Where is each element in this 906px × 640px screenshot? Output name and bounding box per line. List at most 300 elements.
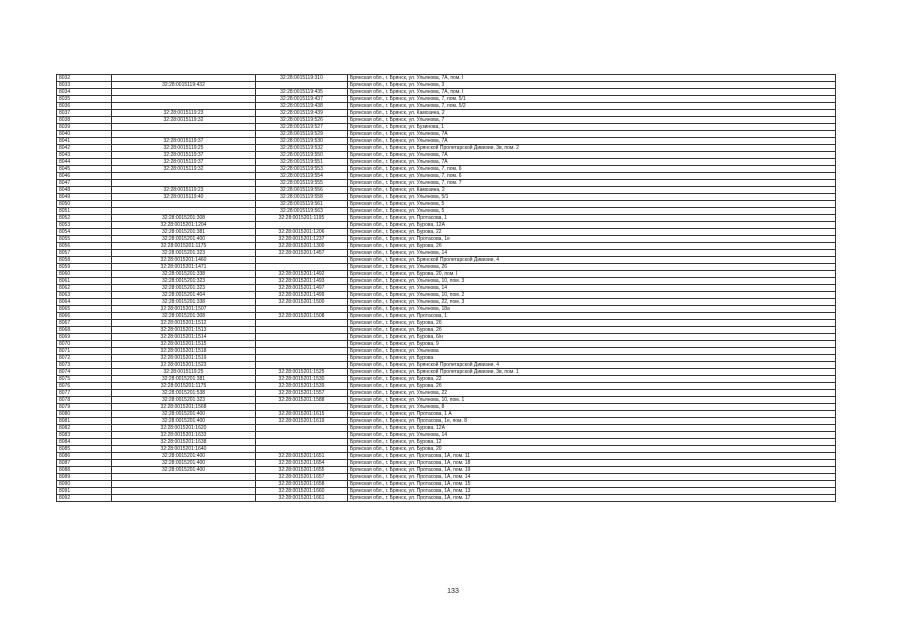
object-number-cell: 32:28:0015119:554	[256, 173, 348, 180]
object-number-cell: 32:28:0015201:1492	[256, 271, 348, 278]
row-number-cell: 8076	[57, 383, 112, 390]
row-number-cell: 8069	[57, 334, 112, 341]
parcel-number-cell: 32:28:0015119:32	[112, 117, 256, 124]
parcel-number-cell: 32:28:0015201:308	[112, 313, 256, 320]
row-number-cell: 8039	[57, 124, 112, 131]
parcel-number-cell: 32:28:0015201:538	[112, 390, 256, 397]
parcel-number-cell: 32:28:0015201:323	[112, 285, 256, 292]
object-number-cell: 32:28:0015201:1588	[256, 397, 348, 404]
row-number-cell: 8040	[57, 131, 112, 138]
table-row	[57, 124, 836, 131]
row-number-cell: 8037	[57, 110, 112, 117]
address-cell: Брянская обл., г. Брянск, ул. Ульянова, 18а	[348, 306, 836, 313]
cadastral-table-body	[57, 75, 836, 502]
address-cell: Брянская обл., г. Брянск, ул. Протасова, 1А, пом. 11	[348, 453, 836, 460]
object-number-cell	[256, 257, 348, 264]
row-number-cell: 8034	[57, 89, 112, 96]
object-number-cell	[256, 355, 348, 362]
address-cell: Брянская обл., г. Брянск, ул. Брянской Пролетарской Дивизии, 3в, пом. 2	[348, 145, 836, 152]
address-cell: Брянская обл., г. Брянск, ул. Ульянова, 3	[348, 82, 836, 89]
address-cell: Брянская обл., г. Брянск, ул. Ульянова, 7А, пом. I	[348, 75, 836, 82]
row-number-cell: 8035	[57, 96, 112, 103]
object-number-cell	[256, 264, 348, 271]
row-number-cell: 8065	[57, 306, 112, 313]
row-number-cell: 8068	[57, 327, 112, 334]
parcel-number-cell: 32:28:0015201:1175	[112, 383, 256, 390]
object-number-cell: 32:28:0015201:1237	[256, 236, 348, 243]
table-row	[57, 481, 836, 488]
address-cell: Брянская обл., г. Брянск, ул. Ульянова, 14	[348, 250, 836, 257]
table-row	[57, 236, 836, 243]
row-number-cell: 8066	[57, 313, 112, 320]
parcel-number-cell: 32:28:0015201:1507	[112, 306, 256, 313]
table-row	[57, 467, 836, 474]
table-row	[57, 201, 836, 208]
address-cell: Брянская обл., г. Брянск, ул. Ульянова, 10, пом. 3	[348, 278, 836, 285]
row-number-cell: 8054	[57, 229, 112, 236]
address-cell: Брянская обл., г. Брянск, ул. Ульянова, 7А	[348, 152, 836, 159]
address-cell: Брянская обл., г. Брянск, ул. Ульянова, 7А	[348, 159, 836, 166]
parcel-number-cell: 32:28:0015201:1512	[112, 320, 256, 327]
address-cell: Брянская обл., г. Брянск, ул. Ульянова, 7, пом. 5/2	[348, 103, 836, 110]
parcel-number-cell: 32:28:0015201:1518	[112, 348, 256, 355]
parcel-number-cell: 32:28:0015201:400	[112, 411, 256, 418]
table-row	[57, 110, 836, 117]
table-row	[57, 257, 836, 264]
address-cell: Брянская обл., г. Брянск, ул. Ульянова, 7А, пом. I	[348, 89, 836, 96]
object-number-cell: 32:28:0015201:1525	[256, 369, 348, 376]
object-number-cell: 32:28:0015201:1657	[256, 474, 348, 481]
table-row	[57, 180, 836, 187]
table-row	[57, 187, 836, 194]
address-cell: Брянская обл., г. Брянск, ул. Протасова, 1А, пом. 14	[348, 474, 836, 481]
row-number-cell: 8052	[57, 215, 112, 222]
address-cell: Брянская обл., г. Брянск, ул. Бурова, 2б	[348, 327, 836, 334]
object-number-cell	[256, 327, 348, 334]
object-number-cell	[256, 82, 348, 89]
object-number-cell: 32:28:0015201:1500	[256, 299, 348, 306]
address-cell: Брянская обл., г. Брянск, ул. Ульянова, 7, пом. 6	[348, 166, 836, 173]
table-row	[57, 194, 836, 201]
row-number-cell: 8038	[57, 117, 112, 124]
parcel-number-cell: 32:28:0015201:400	[112, 467, 256, 474]
object-number-cell	[256, 306, 348, 313]
address-cell: Брянская обл., г. Брянск, ул. Ульянова, 5	[348, 208, 836, 215]
address-cell: Брянская обл., г. Брянск, ул. Ульянова, 5	[348, 201, 836, 208]
address-cell: Брянская обл., г. Брянск, ул. Ульянова, 7, пом. 5/1	[348, 96, 836, 103]
parcel-number-cell: 32:28:0015201:323	[112, 397, 256, 404]
table-row	[57, 208, 836, 215]
parcel-number-cell: 32:28:0015201:1568	[112, 404, 256, 411]
parcel-number-cell	[112, 474, 256, 481]
row-number-cell: 8059	[57, 264, 112, 271]
parcel-number-cell: 32:28:0015201:400	[112, 460, 256, 467]
row-number-cell: 8036	[57, 103, 112, 110]
row-number-cell: 8091	[57, 488, 112, 495]
object-number-cell: 32:28:0015119:438	[256, 103, 348, 110]
row-number-cell: 8084	[57, 439, 112, 446]
parcel-number-cell: 32:28:0015201:1175	[112, 243, 256, 250]
address-cell: Брянская обл., г. Брянск, ул. Ульянова, 10, пом. 2	[348, 292, 836, 299]
address-cell: Брянская обл., г. Брянск, ул. Бурова, 22	[348, 376, 836, 383]
table-row	[57, 334, 836, 341]
object-number-cell	[256, 446, 348, 453]
address-cell: Брянская обл., г. Брянск, ул. Брянской Пролетарской Дивизии, 4	[348, 362, 836, 369]
row-number-cell: 8042	[57, 145, 112, 152]
parcel-number-cell	[112, 481, 256, 488]
page-number: 133	[447, 588, 459, 595]
parcel-number-cell: 32:28:0015201:1515	[112, 341, 256, 348]
address-cell: Брянская обл., г. Брянск, ул. Бурова, 2б	[348, 243, 836, 250]
table-row	[57, 390, 836, 397]
object-number-cell: 32:28:0015119:553	[256, 166, 348, 173]
table-row	[57, 348, 836, 355]
parcel-number-cell: 32:28:0015201:400	[112, 236, 256, 243]
address-cell: Брянская обл., г. Брянск, ул. Протасова, 1А, пом. 19	[348, 467, 836, 474]
row-number-cell: 8092	[57, 495, 112, 502]
parcel-number-cell: 32:28:0015119:25	[112, 145, 256, 152]
table-row	[57, 243, 836, 250]
address-cell: Брянская обл., г. Брянск, ул. Бурова, 2б	[348, 383, 836, 390]
table-row	[57, 446, 836, 453]
row-number-cell: 8087	[57, 460, 112, 467]
table-row	[57, 89, 836, 96]
table-row	[57, 96, 836, 103]
table-row	[57, 341, 836, 348]
parcel-number-cell: 32:28:0015201:381	[112, 376, 256, 383]
row-number-cell: 8063	[57, 292, 112, 299]
table-row	[57, 313, 836, 320]
object-number-cell: 32:28:0015201:1499	[256, 292, 348, 299]
parcel-number-cell	[112, 488, 256, 495]
row-number-cell: 8085	[57, 446, 112, 453]
table-row	[57, 488, 836, 495]
parcel-number-cell: 32:28:0015119:23	[112, 110, 256, 117]
object-number-cell	[256, 425, 348, 432]
object-number-cell: 32:28:0015119:561	[256, 201, 348, 208]
object-number-cell: 32:28:0015119:532	[256, 145, 348, 152]
address-cell: Брянская обл., г. Брянск, ул. Протасова, 1 А	[348, 411, 836, 418]
row-number-cell: 8056	[57, 243, 112, 250]
table-row	[57, 215, 836, 222]
address-cell: Брянская обл., г. Брянск, ул. Брянской Пролетарской Дивизии, 4	[348, 257, 836, 264]
object-number-cell: 32:28:0015201:1493	[256, 278, 348, 285]
table-row	[57, 229, 836, 236]
address-cell: Брянская обл., г. Брянск, ул. Ульянова, 7А	[348, 138, 836, 145]
table-row	[57, 418, 836, 425]
table-row	[57, 145, 836, 152]
row-number-cell: 8088	[57, 467, 112, 474]
row-number-cell: 8044	[57, 159, 112, 166]
row-number-cell: 8061	[57, 278, 112, 285]
address-cell: Брянская обл., г. Брянск, ул. Протасова, 1А, пом. 13	[348, 488, 836, 495]
table-row	[57, 159, 836, 166]
parcel-number-cell: 32:28:0015201:404	[112, 292, 256, 299]
row-number-cell: 8046	[57, 173, 112, 180]
parcel-number-cell: 32:28:0015201:1633	[112, 432, 256, 439]
row-number-cell: 8083	[57, 432, 112, 439]
address-cell: Брянская обл., г. Брянск, ул. Протасова, 1е	[348, 236, 836, 243]
parcel-number-cell: 32:28:0015119:32	[112, 166, 256, 173]
object-number-cell	[256, 348, 348, 355]
object-number-cell: 32:28:0015201:1530	[256, 376, 348, 383]
parcel-number-cell: 32:28:0015119:23	[112, 187, 256, 194]
object-number-cell: 32:28:0015119:563	[256, 208, 348, 215]
table-row	[57, 320, 836, 327]
object-number-cell: 32:28:0015201:1457	[256, 250, 348, 257]
parcel-number-cell: 32:28:0015201:1514	[112, 334, 256, 341]
address-cell: Брянская обл., г. Брянск, ул. Бурова, 20	[348, 446, 836, 453]
object-number-cell: 32:28:0015119:437	[256, 96, 348, 103]
parcel-number-cell: 32:28:0015201:400	[112, 418, 256, 425]
address-cell: Брянская обл., г. Брянск, ул. Бурова, 12	[348, 439, 836, 446]
object-number-cell	[256, 439, 348, 446]
object-number-cell	[256, 432, 348, 439]
row-number-cell: 8051	[57, 208, 112, 215]
table-row	[57, 75, 836, 82]
row-number-cell: 8089	[57, 474, 112, 481]
row-number-cell: 8058	[57, 257, 112, 264]
parcel-number-cell: 32:28:0015201:1523	[112, 362, 256, 369]
address-cell: Брянская обл., г. Брянск, ул. Ульянова, 22, пом. 3	[348, 299, 836, 306]
address-cell: Брянская обл., г. Брянск, ул. Ульянова, 10, пом. 1	[348, 397, 836, 404]
address-cell: Брянская обл., г. Брянск, ул. Ульянова, 7, пом. 6	[348, 173, 836, 180]
parcel-number-cell: 32:28:0015201:1640	[112, 446, 256, 453]
table-row	[57, 117, 836, 124]
row-number-cell: 8050	[57, 201, 112, 208]
table-row	[57, 264, 836, 271]
table-row	[57, 404, 836, 411]
object-number-cell: 32:28:0015119:555	[256, 180, 348, 187]
table-row	[57, 327, 836, 334]
table-row	[57, 474, 836, 481]
parcel-number-cell: 32:28:0015201:400	[112, 453, 256, 460]
object-number-cell: 32:28:0015201:1660	[256, 488, 348, 495]
table-row	[57, 285, 836, 292]
object-number-cell: 32:28:0015201:1655	[256, 467, 348, 474]
object-number-cell: 32:28:0015201:1508	[256, 313, 348, 320]
object-number-cell	[256, 341, 348, 348]
address-cell: Брянская обл., г. Брянск, ул. Бурова, 20, пом. I	[348, 271, 836, 278]
row-number-cell: 8072	[57, 355, 112, 362]
object-number-cell: 32:28:0015201:1300	[256, 243, 348, 250]
object-number-cell: 32:28:0015201:1661	[256, 495, 348, 502]
address-cell: Брянская обл., г. Брянск, ул. Камозина, 2	[348, 187, 836, 194]
row-number-cell: 8062	[57, 285, 112, 292]
address-cell: Брянская обл., г. Брянск, ул. Протасова, 1	[348, 215, 836, 222]
object-number-cell: 32:28:0015119:529	[256, 131, 348, 138]
row-number-cell: 8067	[57, 320, 112, 327]
parcel-number-cell: 32:28:0015201:1513	[112, 327, 256, 334]
address-cell: Брянская обл., г. Брянск, ул. Протасова, 1е, пом. 8	[348, 418, 836, 425]
parcel-number-cell	[112, 131, 256, 138]
parcel-number-cell: 32:28:0015119:432	[112, 82, 256, 89]
object-number-cell: 32:28:0015201:1539	[256, 383, 348, 390]
address-cell: Брянская обл., г. Брянск, ул. Бурова, 22	[348, 229, 836, 236]
table-row	[57, 369, 836, 376]
parcel-number-cell: 32:28:0015201:1460	[112, 257, 256, 264]
object-number-cell	[256, 334, 348, 341]
object-number-cell: 32:28:0015201:1615	[256, 411, 348, 418]
parcel-number-cell: 32:28:0015201:1519	[112, 355, 256, 362]
address-cell: Брянская обл., г. Брянск, ул. Ульянова, 14	[348, 432, 836, 439]
address-cell: Брянская обл., г. Брянск, ул. Ульянова, 22	[348, 390, 836, 397]
object-number-cell: 32:28:0015201:1497	[256, 285, 348, 292]
row-number-cell: 8047	[57, 180, 112, 187]
row-number-cell: 8070	[57, 341, 112, 348]
table-row	[57, 166, 836, 173]
parcel-number-cell: 32:28:0015201:338	[112, 299, 256, 306]
address-cell: Брянская обл., г. Брянск, ул. Протасова, 1А, пом. 18	[348, 460, 836, 467]
parcel-number-cell	[112, 201, 256, 208]
object-number-cell: 32:28:0015119:550	[256, 152, 348, 159]
table-row	[57, 453, 836, 460]
address-cell: Брянская обл., г. Брянск, ул. Протасова, 1А, пом. 17	[348, 495, 836, 502]
table-row	[57, 222, 836, 229]
table-row	[57, 355, 836, 362]
address-cell: Брянская обл., г. Брянск, ул. Камозина, 2	[348, 110, 836, 117]
table-row	[57, 152, 836, 159]
object-number-cell: 32:28:0015119:556	[256, 187, 348, 194]
object-number-cell: 32:28:0015201:1651	[256, 453, 348, 460]
cadastral-table	[56, 74, 836, 502]
row-number-cell: 8045	[57, 166, 112, 173]
row-number-cell: 8082	[57, 425, 112, 432]
parcel-number-cell: 32:28:0015201:1471	[112, 264, 256, 271]
address-cell: Брянская обл., г. Брянск, ул. Бурова, 12А	[348, 425, 836, 432]
object-number-cell: 32:28:0015119:310	[256, 75, 348, 82]
table-row	[57, 432, 836, 439]
parcel-number-cell	[112, 75, 256, 82]
address-cell: Брянская обл., г. Брянск, ул. Ульянова, 7А	[348, 131, 836, 138]
parcel-number-cell: 32:28:0015201:308	[112, 215, 256, 222]
row-number-cell: 8064	[57, 299, 112, 306]
parcel-number-cell	[112, 180, 256, 187]
parcel-number-cell: 32:28:0015119:40	[112, 194, 256, 201]
object-number-cell: 32:28:0015201:1557	[256, 390, 348, 397]
object-number-cell: 32:28:0015201:1619	[256, 418, 348, 425]
address-cell: Брянская обл., г. Брянск, ул. Ульянова	[348, 348, 836, 355]
table-row	[57, 278, 836, 285]
table-row	[57, 250, 836, 257]
row-number-cell: 8043	[57, 152, 112, 159]
table-row	[57, 362, 836, 369]
parcel-number-cell	[112, 124, 256, 131]
row-number-cell: 8048	[57, 187, 112, 194]
address-cell: Брянская обл., г. Брянск, ул. Бузинова, 1	[348, 124, 836, 131]
parcel-number-cell	[112, 96, 256, 103]
row-number-cell: 8090	[57, 481, 112, 488]
parcel-number-cell: 32:28:0015119:37	[112, 138, 256, 145]
table-row	[57, 376, 836, 383]
parcel-number-cell	[112, 173, 256, 180]
table-row	[57, 299, 836, 306]
address-cell: Брянская обл., г. Брянск, ул. Ульянова, 7	[348, 117, 836, 124]
object-number-cell: 32:28:0015119:530	[256, 138, 348, 145]
parcel-number-cell: 32:28:0015201:381	[112, 229, 256, 236]
row-number-cell: 8033	[57, 82, 112, 89]
object-number-cell	[256, 320, 348, 327]
parcel-number-cell	[112, 89, 256, 96]
table-row	[57, 271, 836, 278]
object-number-cell: 32:28:0015201:1658	[256, 481, 348, 488]
table-row	[57, 82, 836, 89]
address-cell: Брянская обл., г. Брянск, ул. Ульянова, 7, пом. 7	[348, 180, 836, 187]
parcel-number-cell: 32:28:0015201:323	[112, 250, 256, 257]
parcel-number-cell: 32:28:0015201:1638	[112, 439, 256, 446]
object-number-cell: 32:28:0015119:558	[256, 194, 348, 201]
table-row	[57, 411, 836, 418]
address-cell: Брянская обл., г. Брянск, ул. Протасова, 1	[348, 313, 836, 320]
parcel-number-cell: 32:28:0015119:25	[112, 369, 256, 376]
row-number-cell: 8086	[57, 453, 112, 460]
table-row	[57, 439, 836, 446]
object-number-cell: 32:28:0015119:527	[256, 124, 348, 131]
parcel-number-cell: 32:28:0015119:37	[112, 152, 256, 159]
address-cell: Брянская обл., г. Брянск, ул. Ульянова, 26	[348, 264, 836, 271]
address-cell: Брянская обл., г. Брянск, ул. Ульянова, 14	[348, 285, 836, 292]
table-row	[57, 138, 836, 145]
address-cell: Брянская обл., г. Брянск, ул. Ульянова, 8	[348, 404, 836, 411]
table-row	[57, 383, 836, 390]
object-number-cell	[256, 362, 348, 369]
row-number-cell: 8057	[57, 250, 112, 257]
address-cell: Брянская обл., г. Брянск, ул. Бурова	[348, 355, 836, 362]
row-number-cell: 8075	[57, 376, 112, 383]
object-number-cell: 32:28:0015119:439	[256, 110, 348, 117]
object-number-cell: 32:28:0015119:526	[256, 117, 348, 124]
address-cell: Брянская обл., г. Брянск, ул. Бурова, 6/н	[348, 334, 836, 341]
parcel-number-cell	[112, 103, 256, 110]
parcel-number-cell: 32:28:0015119:37	[112, 159, 256, 166]
row-number-cell: 8078	[57, 397, 112, 404]
parcel-number-cell: 32:28:0015201:1620	[112, 425, 256, 432]
table-row	[57, 131, 836, 138]
row-number-cell: 8053	[57, 222, 112, 229]
address-cell: Брянская обл., г. Брянск, ул. Бурова, 2б	[348, 320, 836, 327]
table-row	[57, 495, 836, 502]
address-cell: Брянская обл., г. Брянск, ул. Бурова, 9	[348, 341, 836, 348]
table-row	[57, 425, 836, 432]
table-row	[57, 103, 836, 110]
address-cell: Брянская обл., г. Брянск, ул. Протасова, 1А, пом. 15	[348, 481, 836, 488]
object-number-cell: 32:28:0015201:1654	[256, 460, 348, 467]
table-row	[57, 397, 836, 404]
table-row	[57, 460, 836, 467]
object-number-cell	[256, 404, 348, 411]
object-number-cell: 32:28:0015119:435	[256, 89, 348, 96]
object-number-cell: 32:28:0015201:1195	[256, 215, 348, 222]
row-number-cell: 8073	[57, 362, 112, 369]
parcel-number-cell	[112, 208, 256, 215]
object-number-cell: 32:28:0015119:551	[256, 159, 348, 166]
object-number-cell	[256, 222, 348, 229]
row-number-cell: 8055	[57, 236, 112, 243]
row-number-cell: 8080	[57, 411, 112, 418]
parcel-number-cell	[112, 495, 256, 502]
address-cell: Брянская обл., г. Брянск, ул. Бурова, 12А	[348, 222, 836, 229]
table-row	[57, 173, 836, 180]
row-number-cell: 8049	[57, 194, 112, 201]
address-cell: Брянская обл., г. Брянск, ул. Ульянова, 5/1	[348, 194, 836, 201]
table-row	[57, 292, 836, 299]
parcel-number-cell: 32:28:0015201:338	[112, 271, 256, 278]
parcel-number-cell: 32:28:0015201:323	[112, 278, 256, 285]
parcel-number-cell: 32:28:0015201:1204	[112, 222, 256, 229]
row-number-cell: 8060	[57, 271, 112, 278]
row-number-cell: 8071	[57, 348, 112, 355]
row-number-cell: 8032	[57, 75, 112, 82]
